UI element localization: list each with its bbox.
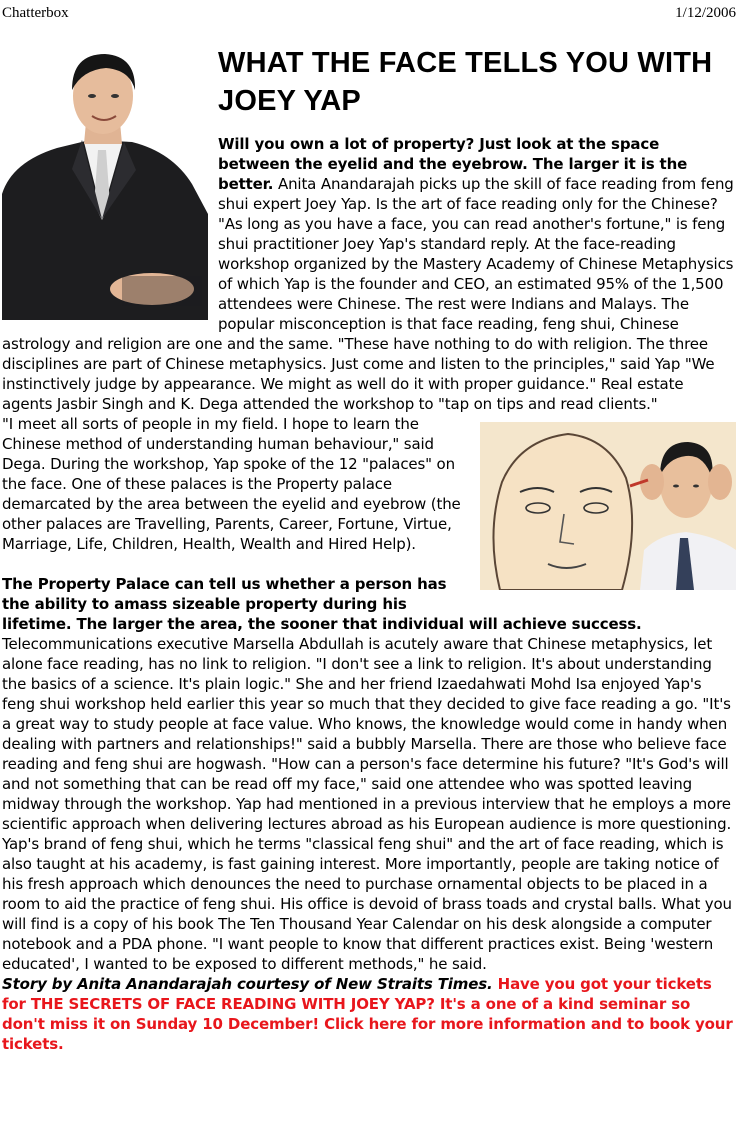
- lead-1: Will you own a lot of property? Just look at the space between the eyelid and the eyebrow. The larger it is the better.: [218, 135, 688, 193]
- article: [2, 44, 736, 1054]
- seminar-promo-link[interactable]: Have you got your tickets for THE SECRETS OF FACE READING WITH JOEY YAP? It's a one of a kind seminar so don't miss it on Sunday 10 December! Click here for more information and to book your tickets.: [2, 975, 733, 1053]
- body-2: Telecommunications executive Marsella Abdullah is acutely aware that Chinese metaphysics, let alone face reading, has no link to religion. "I don't see a link to religion. It's about understanding the basics of a science. It's plain logic." She and her friend Izaedahwati Mohd Isa enjoyed Yap's feng shui workshop held earlier this year so much that they decided to give face reading a go. "It's a great way to study people at face value. Who knows, the knowledge would come in handy when dealing with partners and relationships!" said a bubbly Marsella. There are those who believe face reading and feng shui are hogwash. "How can a person's face determine his future? "It's God's will and not something that can be read off my face," said one attendee who was spotted leaving midway through the workshop. Yap had mentioned in a previous interview that he employs a more scientific approach when delivering lectures abroad as his European audience is more questioning. Yap's brand of feng shui, which he terms "classical feng shui" and the art of face reading, which is also taught at his academy, is fast gaining interest. More importantly, people are taking notice of his fresh approach which denounces the need to purchase ornamental objects to be placed in a room to aid the practice of feng shui. His office is devoid of brass toads and crystal balls. What you will find is a copy of his book The Ten Thousand Year Calendar on his desk alongside a computer notebook and a PDA phone. "I want people to know that different practices exist. Being 'western educated', I wanted to be exposed to different methods," he said.: [2, 635, 732, 973]
- article-title: WHAT THE FACE TELLS YOU WITH JOEY YAP: [218, 47, 713, 117]
- paragraph-2: [2, 574, 736, 1054]
- byline: Story by Anita Anandarajah courtesy of New Straits Times.: [2, 975, 493, 993]
- page-header: [0, 0, 740, 24]
- source-name: Chatterbox: [2, 5, 69, 21]
- lead-2: The Property Palace can tell us whether a person has the ability to amass sizeable property during his lifetime. The larger the area, the sooner that individual will achieve success.: [2, 575, 642, 633]
- header-date: 1/12/2006: [675, 5, 736, 21]
- portrait-photo: [2, 44, 208, 320]
- body-1a: Anita Anandarajah picks up the skill of face reading from feng shui expert Joey Yap. Is the art of face reading only for the Chinese? "As long as you have a face, you can read another's fortune," is feng shui practitioner Joey Yap's standard reply. At the face-reading workshop organized by the Mastery Academy of Chinese Metaphysics of which Yap is the founder and CEO, an estimated 95% of the 1,500 attendees were Chinese. The rest were Indians and Malays. The popular misconception is that face reading, feng shui, Chinese astrology and religion are one and the same. "These have nothing to do with religion. The three disciplines are part of Chinese metaphysics. Just come and listen to the principles," said Yap "We instinctively judge by appearance. We might as well do it with proper guidance." Real estate agents Jasbir Singh and K. Dega attended the workshop to "tap on tips and read clients.": [2, 175, 734, 413]
- paragraph-1b: "I meet all sorts of people in my field. I hope to learn the Chinese method of understanding human behaviour," said Dega. During the workshop, Yap spoke of the 12 "palaces" on the face. One of these palaces is the Property palace demarcated by the area between the eyelid and eyebrow (the other palaces are Travelling, Parents, Career, Fortune, Virtue, Marriage, Life, Children, Health, Wealth and Hired Help).: [2, 415, 461, 553]
- face-chart-photo: [480, 422, 736, 590]
